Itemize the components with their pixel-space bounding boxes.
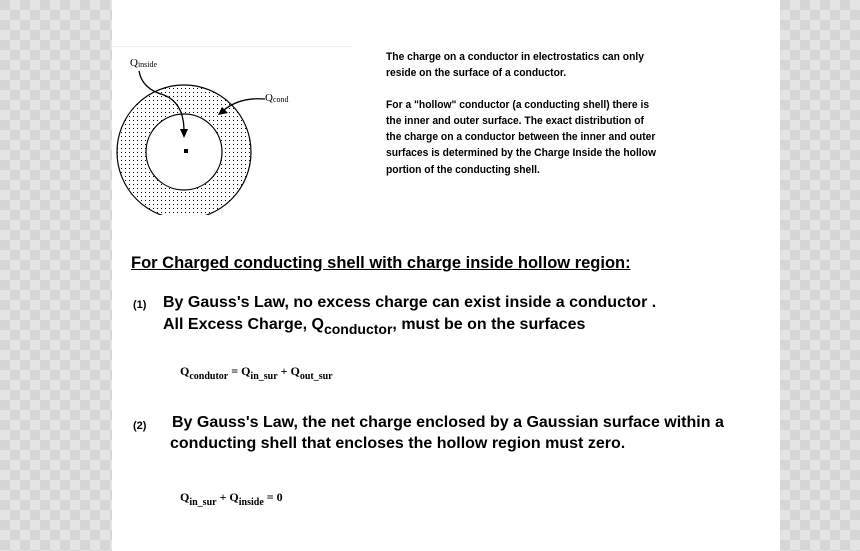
explanation-text (386, 49, 662, 178)
eq1-term-3: + Q (277, 364, 300, 378)
eq2-sub-2: inside (238, 497, 264, 508)
item-2-line-1: By Gauss's Law, the net charge enclosed by a Gaussian surface within a (172, 414, 724, 431)
conducting-shell-figure (112, 46, 353, 215)
eq1-sub-1: condutor (189, 371, 229, 382)
eq2-term-1: Q (180, 490, 190, 504)
label-q-cond (265, 92, 289, 105)
point-charge (184, 149, 188, 153)
label-q-inside-sub: inside (137, 60, 158, 69)
section-heading: For Charged conducting shell with charge inside hollow region: (131, 254, 631, 272)
eq2-term-2: + Q (216, 490, 239, 504)
shell-diagram (112, 47, 353, 215)
explanation-paragraph-1: The charge on a conductor in electrostatics can only reside on the surface of a conductor. (386, 51, 644, 80)
label-q-inside-symbol: Q (130, 57, 138, 69)
equation-2 (180, 490, 283, 508)
explanation-paragraph-2: For a "hollow" conductor (a conducting shell) there is the inner and outer surface. The exact distribution of the charge on a conductor between the inner and outer surfaces is determined by the Charge Inside the hollow portion of the conducting shell. (386, 99, 656, 176)
eq1-sub-2: in_sur (250, 371, 278, 382)
item-1-line-1: By Gauss's Law, no excess charge can exist inside a conductor . (163, 294, 657, 311)
item-2-line-2: conducting shell that encloses the hollow region must zero. (170, 435, 626, 452)
eq1-sub-3: out_sur (299, 371, 333, 382)
item-1-line-2-text: All Excess Charge, Q (163, 316, 324, 333)
item-1-line-2 (163, 316, 586, 337)
item-1-number: (1) (133, 299, 147, 311)
label-q-inside (130, 57, 157, 70)
eq2-sub-1: in_sur (189, 497, 217, 508)
item-2-number: (2) (133, 420, 147, 432)
eq1-term-2: = Q (228, 364, 251, 378)
item-1-line-2-subscript: conductor (323, 321, 393, 337)
eq1-term-1: Q (180, 364, 190, 378)
eq2-term-3: = 0 (263, 490, 283, 504)
equation-1 (180, 364, 333, 382)
label-q-cond-symbol: Q (265, 92, 273, 104)
label-q-cond-sub: cond (272, 95, 289, 104)
item-1-line-2-tail: , must be on the surfaces (392, 316, 586, 333)
